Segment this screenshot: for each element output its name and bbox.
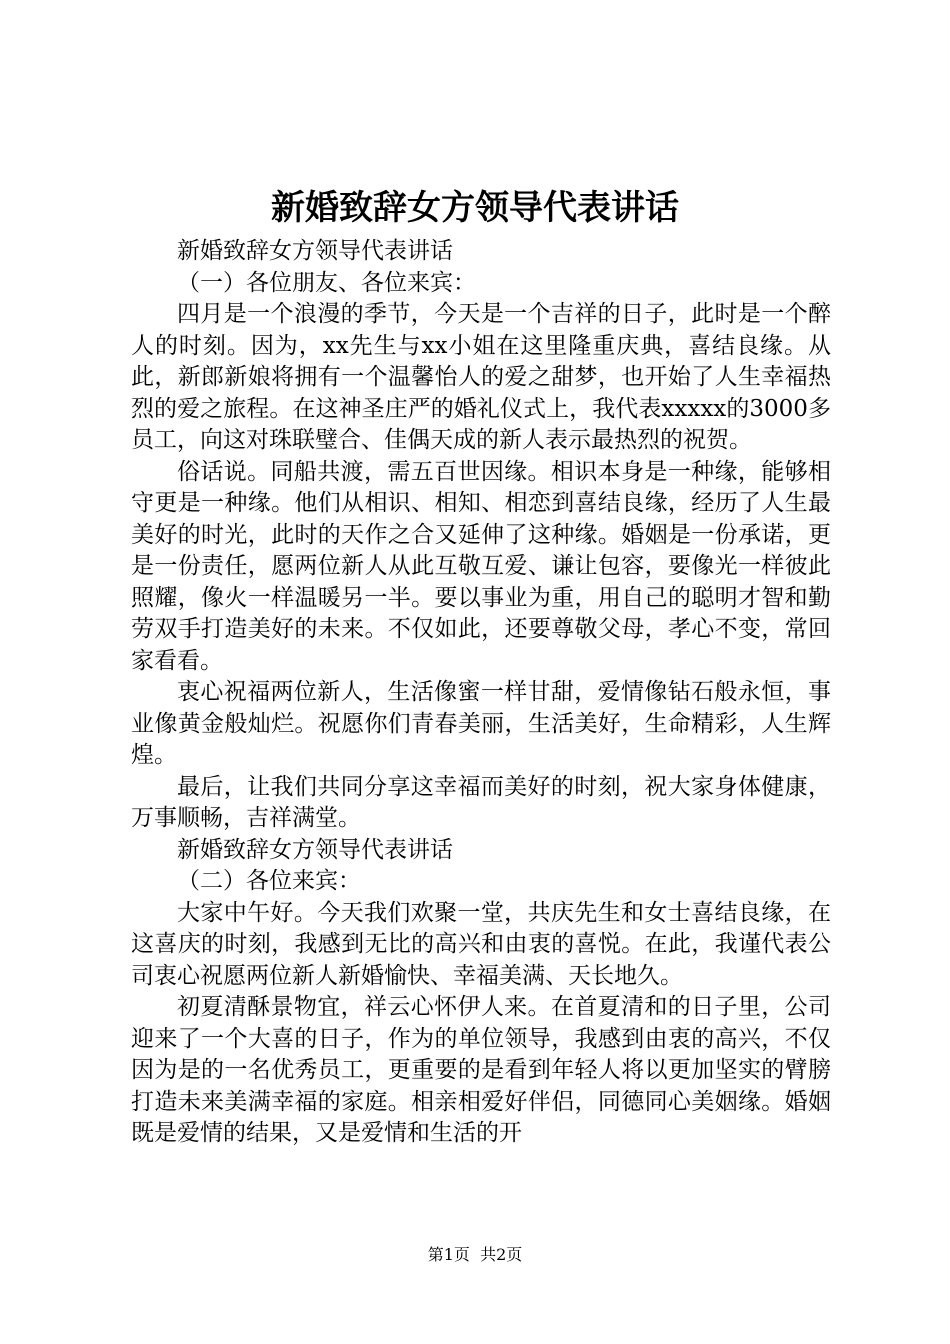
page-number: 第1页 共2页 xyxy=(427,1245,523,1264)
page-footer xyxy=(0,1244,950,1266)
paragraph-salutation-1: （一）各位朋友、各位来宾： xyxy=(177,269,476,296)
paragraph: 大家中午好。今天我们欢聚一堂，共庆先生和女士喜结良缘，在这喜庆的时刻，我感到无比的高兴和由衷的喜悦。在此，我谨代表公司衷心祝愿两位新人新婚愉快、幸福美满、天长地久。 xyxy=(131,899,831,989)
paragraph-salutation-2: （二）各位来宾： xyxy=(177,868,361,894)
paragraph-subtitle-1: 新婚致辞女方领导代表讲话 xyxy=(177,238,453,264)
paragraph: 四月是一个浪漫的季节，今天是一个吉祥的日子，此时是一个醉人的时刻。因为，xx先生与xx小姐在这里隆重庆典，喜结良缘。从此，新郎新娘将拥有一个温馨怡人的爱之甜梦，也开始了人生幸福热烈的爱之旅程。在这神圣庄严的婚礼仪式上，我代表xxxxx的3000多员工，向这对珠联璧合、佳偶天成的新人表示最热烈的祝贺。 xyxy=(131,301,831,453)
paragraph: 最后，让我们共同分享这幸福而美好的时刻，祝大家身体健康，万事顺畅，吉祥满堂。 xyxy=(131,773,831,831)
document-body xyxy=(131,236,831,1150)
paragraph: 俗话说。同船共渡，需五百世因缘。相识本身是一种缘，能够相守更是一种缘。他们从相识、相知、相恋到喜结良缘，经历了人生最美好的时光，此时的天作之合又延伸了这种缘。婚姻是一份承诺，更是一份责任，愿两位新人从此互敬互爱、谦让包容，要像光一样彼此照耀，像火一样温暖另一半。要以事业为重，用自己的聪明才智和勤劳双手打造美好的未来。不仅如此，还要尊敬父母，孝心不变，常回家看看。 xyxy=(131,458,831,674)
paragraph: 衷心祝福两位新人，生活像蜜一样甘甜，爱情像钻石般永恒，事业像黄金般灿烂。祝愿你们青春美丽，生活美好，生命精彩，人生辉煌。 xyxy=(131,679,831,768)
paragraph-subtitle-2: 新婚致辞女方领导代表讲话 xyxy=(177,836,453,863)
document-title: 新婚致辞女方领导代表讲话 xyxy=(271,188,679,228)
paragraph: 初夏清酥景物宜，祥云心怀伊人来。在首夏清和的日子里，公司迎来了一个大喜的日子，作为的单位领导，我感到由衷的高兴，不仅因为是的一名优秀员工，更重要的是看到年轻人将以更加坚实的臂膀打造未来美满幸福的家庭。相亲相爱好伴侣，同德同心美姻缘。婚姻既是爱情的结果，又是爱情和生活的开 xyxy=(131,994,831,1146)
